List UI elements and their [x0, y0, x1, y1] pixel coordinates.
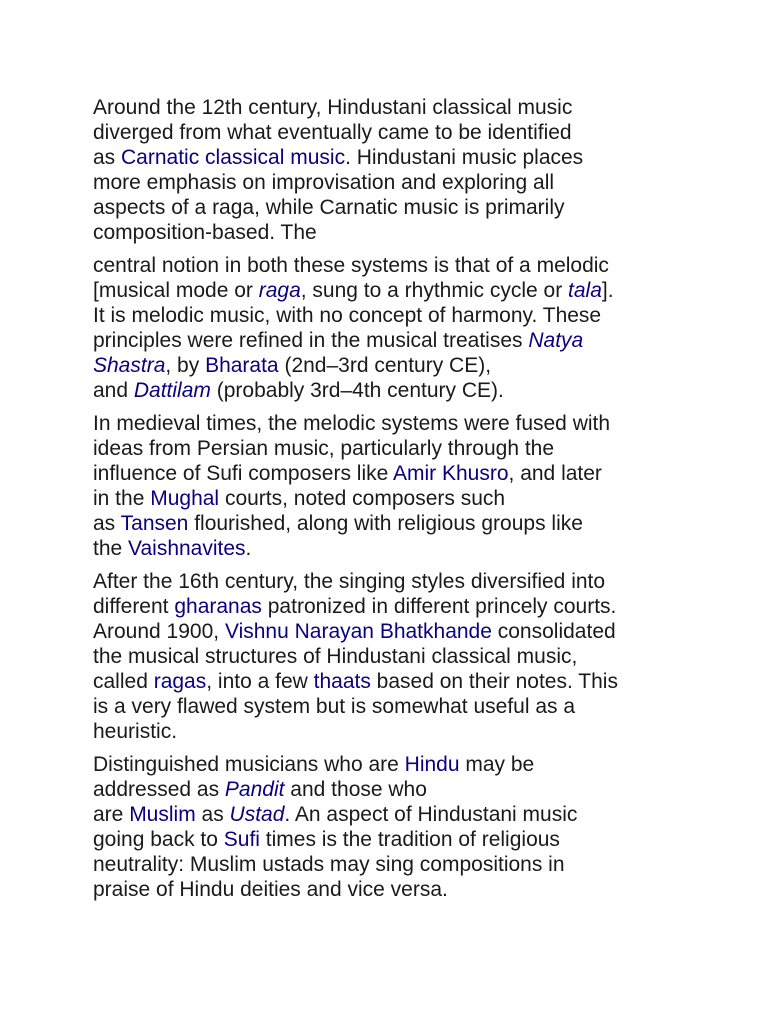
- paragraph-medieval: [93, 411, 683, 561]
- text-line: [93, 536, 683, 561]
- text-line: [93, 777, 683, 802]
- link-ragas[interactable]: ragas: [153, 670, 207, 693]
- text-line: [93, 827, 683, 852]
- text-line: [93, 486, 683, 511]
- text-span: the: [93, 537, 129, 560]
- link-bharata[interactable]: Bharata: [205, 354, 279, 377]
- link-vishnu-narayan-bhatkhande[interactable]: Vishnu Narayan Bhatkhande: [224, 620, 492, 643]
- link-carnatic-classical-music[interactable]: Carnatic classical music: [121, 146, 346, 169]
- text-span: patronized in different princely courts.: [261, 595, 617, 618]
- link-natya-shastra[interactable]: Natya: [528, 329, 584, 352]
- text-span: principles were refined in the musical treatises: [93, 329, 529, 352]
- text-span: , and later: [508, 462, 602, 485]
- text-line: more emphasis on improvisation and exploring all: [93, 171, 555, 194]
- link-thaats[interactable]: thaats: [313, 670, 371, 693]
- text-line: the musical structures of Hindustani classical music,: [93, 645, 578, 668]
- text-line: [93, 378, 683, 403]
- link-ustad[interactable]: Ustad: [229, 803, 285, 826]
- text-line: [93, 511, 683, 536]
- text-line: diverged from what eventually came to be identified: [93, 121, 572, 144]
- text-line: [93, 353, 683, 378]
- text-span: flourished, along with religious groups like: [188, 512, 583, 535]
- text-line: ideas from Persian music, particularly through the: [93, 437, 555, 460]
- text-line: [93, 278, 683, 303]
- text-span: and: [93, 379, 134, 402]
- text-line: [93, 594, 683, 619]
- text-line: It is melodic music, with no concept of harmony. These: [93, 304, 602, 327]
- text-line: In medieval times, the melodic systems were fused with: [93, 412, 611, 435]
- text-line: heuristic.: [93, 720, 178, 743]
- link-sufi[interactable]: Sufi: [223, 828, 260, 851]
- text-line: praise of Hindu deities and vice versa.: [93, 878, 448, 901]
- text-span: may be: [459, 753, 535, 776]
- text-span: . An aspect of Hindustani music: [284, 803, 578, 826]
- link-tala[interactable]: tala: [568, 279, 602, 302]
- link-natya-shastra-cont[interactable]: Shastra: [93, 354, 166, 377]
- text-span: called: [93, 670, 154, 693]
- text-line: central notion in both these systems is that of a melodic: [93, 254, 609, 277]
- text-line: [93, 802, 683, 827]
- link-muslim[interactable]: Muslim: [129, 803, 196, 826]
- text-line: [93, 669, 683, 694]
- text-span: [musical mode or: [93, 279, 259, 302]
- link-vaishnavites[interactable]: Vaishnavites: [128, 537, 246, 560]
- text-span: Distinguished musicians who are: [93, 753, 405, 776]
- text-span: ].: [601, 279, 614, 302]
- link-hindu[interactable]: Hindu: [404, 753, 460, 776]
- text-span: Around 1900,: [93, 620, 225, 643]
- text-span: going back to: [93, 828, 224, 851]
- text-span: consolidated: [491, 620, 616, 643]
- text-span: different: [93, 595, 175, 618]
- text-span: , sung to a rhythmic cycle or: [300, 279, 569, 302]
- link-dattilam[interactable]: Dattilam: [133, 379, 211, 402]
- text-line: After the 16th century, the singing styles diversified into: [93, 570, 606, 593]
- text-span: in the: [93, 487, 151, 510]
- text-line: [93, 752, 683, 777]
- text-line: [93, 619, 683, 644]
- text-line: Around the 12th century, Hindustani classical music: [93, 96, 573, 119]
- paragraph-musicians: [93, 752, 683, 902]
- link-tansen[interactable]: Tansen: [120, 512, 189, 535]
- text-span: based on their notes. This: [370, 670, 618, 693]
- article-body: [93, 95, 683, 902]
- text-line: composition-based. The: [93, 221, 317, 244]
- text-span: courts, noted composers such: [219, 487, 506, 510]
- text-line: neutrality: Muslim ustads may sing compositions in: [93, 853, 565, 876]
- text-span: addressed as: [93, 778, 225, 801]
- link-pandit[interactable]: Pandit: [224, 778, 285, 801]
- link-gharanas[interactable]: gharanas: [174, 595, 262, 618]
- text-span: are: [93, 803, 130, 826]
- text-span: , into a few: [206, 670, 314, 693]
- text-span: times is the tradition of religious: [259, 828, 560, 851]
- text-line: [93, 328, 683, 353]
- text-span: (2nd–3rd century CE),: [278, 354, 492, 377]
- text-span: , by: [165, 354, 206, 377]
- text-span: .: [245, 537, 252, 560]
- link-mughal[interactable]: Mughal: [150, 487, 220, 510]
- text-line: [93, 145, 683, 170]
- link-amir-khusro[interactable]: Amir Khusro: [393, 462, 509, 485]
- text-span: and those who: [284, 778, 427, 801]
- paragraph-gharanas: [93, 569, 683, 744]
- text-span: . Hindustani music places: [345, 146, 584, 169]
- text-line: aspects of a raga, while Carnatic music is primarily: [93, 196, 565, 219]
- paragraph-origins: [93, 95, 683, 245]
- text-span: (probably 3rd–4th century CE).: [210, 379, 504, 402]
- paragraph-melodic-systems: [93, 253, 683, 403]
- link-raga[interactable]: raga: [258, 279, 301, 302]
- text-line: is a very flawed system but is somewhat useful as a: [93, 695, 576, 718]
- text-span: as: [93, 512, 121, 535]
- text-span: as: [195, 803, 230, 826]
- text-span: influence of Sufi composers like: [93, 462, 393, 485]
- text-span: as: [93, 146, 122, 169]
- text-line: [93, 461, 683, 486]
